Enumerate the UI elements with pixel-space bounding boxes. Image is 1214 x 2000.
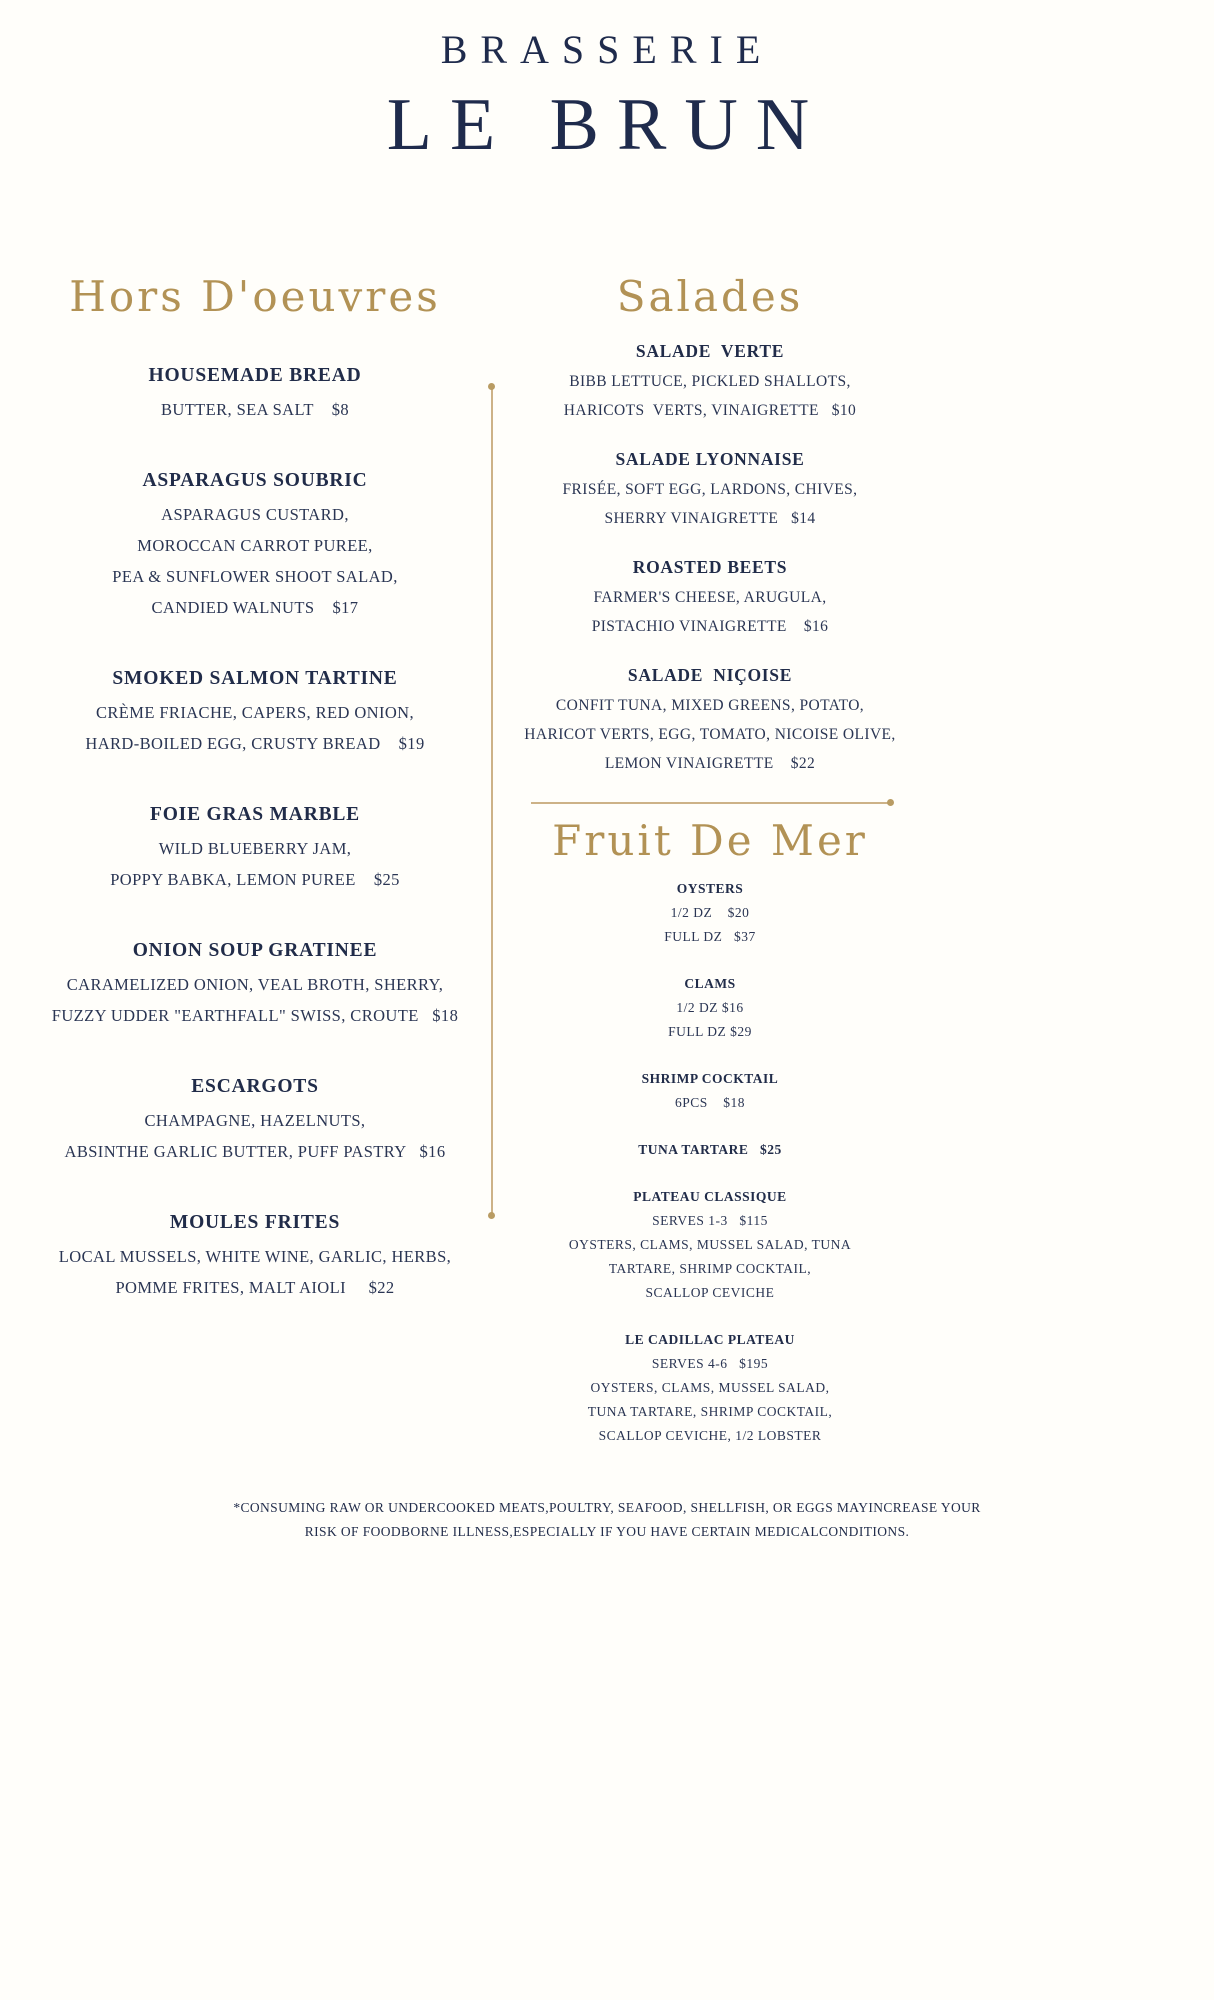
menu-item	[30, 940, 480, 1031]
menu-item-name: HOUSEMADE BREAD	[148, 365, 362, 386]
menu-item-description-line: PEA & SUNFLOWER SHOOT SALAD,	[112, 567, 398, 586]
menu-item-description-line: WILD BLUEBERRY JAM,	[158, 839, 352, 858]
menu-item-name: ASPARAGUS SOUBRIC	[142, 470, 368, 491]
menu-item	[505, 557, 915, 641]
menu-item-name: SALADE VERTE	[635, 341, 785, 361]
menu-item	[505, 1067, 915, 1115]
menu-item-description-line: MOROCCAN CARROT PUREE,	[137, 536, 373, 555]
menu-item-description-line: 1/2 DZ $20	[670, 904, 750, 920]
menu-item-description-line: CONFIT TUNA, MIXED GREENS, POTATO,	[555, 697, 865, 714]
menu-item-name: FOIE GRAS MARBLE	[150, 804, 360, 825]
menu-item-description-line: FARMER'S CHEESE, ARUGULA,	[593, 589, 827, 606]
menu-item-name: ESCARGOTS	[191, 1076, 319, 1097]
menu-item-description-line: HARICOTS VERTS, VINAIGRETTE $10	[563, 402, 857, 419]
disclaimer-line-1: *CONSUMING RAW OR UNDERCOOKED MEATS,POULTRY, SEAFOOD, SHELLFISH, OR EGGS MAYINCREASE YOUR	[233, 1500, 981, 1515]
menu-item	[505, 1328, 915, 1448]
menu-item-description-line: LOCAL MUSSELS, WHITE WINE, GARLIC, HERBS,	[58, 1247, 452, 1266]
menu-item-description-line: SERVES 4-6 $195	[651, 1355, 769, 1371]
menu-item	[30, 365, 480, 425]
menu-item-description-line: TUNA TARTARE, SHRIMP COCKTAIL,	[587, 1403, 833, 1419]
section-title-hors-doeuvres: Hors D'oeuvres	[69, 272, 441, 321]
vertical-divider	[491, 386, 493, 1216]
menu-item-name: CLAMS	[684, 975, 736, 991]
menu-item-description-line: HARD-BOILED EGG, CRUSTY BREAD $19	[85, 734, 425, 753]
menu-item-name: SHRIMP COCKTAIL	[641, 1070, 779, 1086]
right-column	[505, 272, 915, 1471]
menu-item-description-line: ABSINTHE GARLIC BUTTER, PUFF PASTRY $16	[64, 1142, 446, 1161]
menu-item	[505, 877, 915, 949]
menu-item-description-line: SHERRY VINAIGRETTE $14	[604, 510, 816, 527]
menu-item	[30, 668, 480, 759]
section-hors-doeuvres	[30, 272, 480, 1348]
menu-item-description-line: BUTTER, SEA SALT $8	[160, 400, 350, 419]
menu-item	[30, 1212, 480, 1303]
menu-item-description-line: POPPY BABKA, LEMON PUREE $25	[110, 870, 400, 889]
menu-item-description-line: OYSTERS, CLAMS, MUSSEL SALAD, TUNA	[568, 1236, 852, 1252]
menu-item-description-line: POMME FRITES, MALT AIOLI $22	[115, 1278, 395, 1297]
menu-item-description-line: LEMON VINAIGRETTE $22	[604, 755, 816, 772]
menu-item-description-line: FUZZY UDDER "EARTHFALL" SWISS, CROUTE $18	[51, 1006, 459, 1025]
menu-item	[505, 1185, 915, 1305]
hors-doeuvres-items	[30, 365, 480, 1303]
menu-item-name: MOULES FRITES	[169, 1212, 341, 1233]
menu-item-description-line: CHAMPAGNE, HAZELNUTS,	[144, 1111, 366, 1130]
menu-item	[505, 341, 915, 425]
menu-item-description-line: FULL DZ $29	[668, 1023, 752, 1039]
menu-item-description-line: FULL DZ $37	[664, 928, 756, 944]
menu-item-name: SALADE LYONNAISE	[615, 449, 805, 469]
menu-item-description-line: HARICOT VERTS, EGG, TOMATO, NICOISE OLIVE,	[524, 726, 896, 743]
section-title-salades: Salades	[616, 272, 804, 321]
menu-item-description-line: CARAMELIZED ONION, VEAL BROTH, SHERRY,	[66, 975, 444, 994]
section-salades	[505, 272, 915, 778]
menu-item-description-line: ASPARAGUS CUSTARD,	[161, 505, 349, 524]
brand-name-small: BRASSERIE	[440, 27, 774, 72]
menu-item-name: TUNA TARTARE $25	[638, 1141, 782, 1157]
menu-item-description-line: SERVES 1-3 $115	[652, 1212, 768, 1228]
menu-item-description-line: OYSTERS, CLAMS, MUSSEL SALAD,	[590, 1379, 830, 1395]
disclaimer-line-2: RISK OF FOODBORNE ILLNESS,ESPECIALLY IF YOU HAVE CERTAIN MEDICALCONDITIONS.	[304, 1524, 910, 1539]
section-fruit-de-mer	[505, 816, 915, 1448]
menu-item	[505, 665, 915, 778]
menu-item-description-line: SCALLOP CEVICHE	[645, 1284, 775, 1300]
menu-item	[505, 449, 915, 533]
menu-item-description-line: CRÈME FRIACHE, CAPERS, RED ONION,	[95, 703, 415, 722]
menu-item	[30, 804, 480, 895]
menu-item	[30, 1076, 480, 1167]
menu-item-name: SALADE NIÇOISE	[627, 665, 793, 685]
menu-item-description-line: PISTACHIO VINAIGRETTE $16	[591, 618, 829, 635]
menu-item-description-line: FRISÉE, SOFT EGG, LARDONS, CHIVES,	[562, 481, 858, 498]
menu-item	[505, 1138, 915, 1162]
menu-item	[505, 972, 915, 1044]
menu-item-name: PLATEAU CLASSIQUE	[633, 1188, 787, 1204]
allergy-disclaimer	[0, 1496, 1214, 1544]
menu-item-description-line: TARTARE, SHRIMP COCKTAIL,	[608, 1260, 812, 1276]
menu-item-name: SMOKED SALMON TARTINE	[112, 668, 398, 689]
brand-name-large: LE BRUN	[386, 84, 828, 166]
menu-item-name: ONION SOUP GRATINEE	[132, 940, 378, 961]
menu-item-description-line: CANDIED WALNUTS $17	[151, 598, 359, 617]
salades-items	[505, 341, 915, 778]
menu-item-description-line: SCALLOP CEVICHE, 1/2 LOBSTER	[598, 1427, 822, 1443]
menu-item-name: OYSTERS	[676, 880, 744, 896]
menu-item	[30, 470, 480, 623]
menu-item-description-line: 1/2 DZ $16	[676, 999, 744, 1015]
menu-header	[0, 26, 1214, 168]
menu-item-description-line: 6PCS $18	[674, 1094, 746, 1110]
section-title-fruit-de-mer: Fruit De Mer	[552, 815, 868, 865]
menu-item-name: ROASTED BEETS	[632, 557, 788, 577]
menu-item-description-line: BIBB LETTUCE, PICKLED SHALLOTS,	[569, 373, 851, 390]
menu-item-name: LE CADILLAC PLATEAU	[625, 1331, 795, 1347]
fruit-de-mer-items	[505, 877, 915, 1448]
horizontal-divider	[531, 802, 889, 804]
